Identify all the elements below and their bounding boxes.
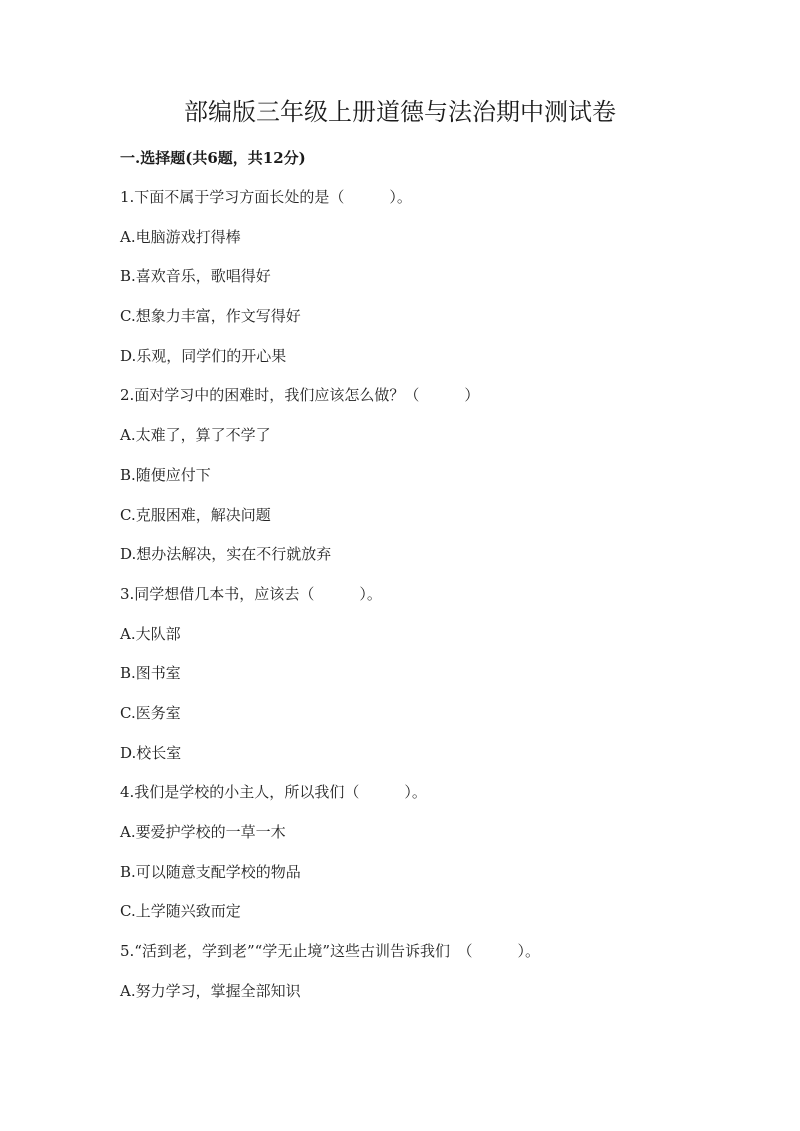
- question-3-option-a: A.大队部: [120, 624, 181, 643]
- question-4-option-b: B.可以随意支配学校的物品: [120, 862, 301, 881]
- question-1-option-b: B.喜欢音乐，歌唱得好: [120, 267, 271, 286]
- question-2: 2.面对学习中的困难时，我们应该怎么做？（ ）: [120, 386, 480, 405]
- question-4-option-c: C.上学随兴致而定: [120, 902, 241, 921]
- question-4: 4.我们是学校的小主人，所以我们（ ）。: [120, 783, 427, 802]
- question-3-option-b: B.图书室: [120, 664, 181, 683]
- question-5: 5.“活到老，学到老”“学无止境”这些古训告诉我们 （ ）。: [120, 942, 540, 961]
- question-3: 3.同学想借几本书，应该去（ ）。: [120, 584, 382, 603]
- question-2-option-a: A.太难了，算了不学了: [120, 426, 271, 445]
- question-1-option-c: C.想象力丰富，作文写得好: [120, 307, 301, 326]
- question-4-option-a: A.要爱护学校的一草一木: [120, 823, 286, 841]
- question-2-option-b: B.随便应付下: [120, 465, 211, 484]
- section-heading: 一.选择题(共6题，共12分): [120, 149, 306, 167]
- page-title: 部编版三年级上册道德与法治期中测试卷: [184, 98, 616, 126]
- question-2-option-d: D.想办法解决，实在不行就放弃: [120, 545, 332, 564]
- question-3-option-c: C.医务室: [120, 703, 181, 722]
- question-5-option-a: A.努力学习，掌握全部知识: [120, 981, 301, 1000]
- question-3-option-d: D.校长室: [120, 743, 182, 762]
- question-1-option-d: D.乐观，同学们的开心果: [120, 346, 287, 365]
- question-list: [120, 186, 720, 1019]
- question-1-option-a: A.电脑游戏打得棒: [120, 227, 241, 246]
- question-1: 1.下面不属于学习方面长处的是（ ）。: [120, 188, 412, 206]
- question-2-option-c: C.克服困难，解决问题: [120, 505, 271, 524]
